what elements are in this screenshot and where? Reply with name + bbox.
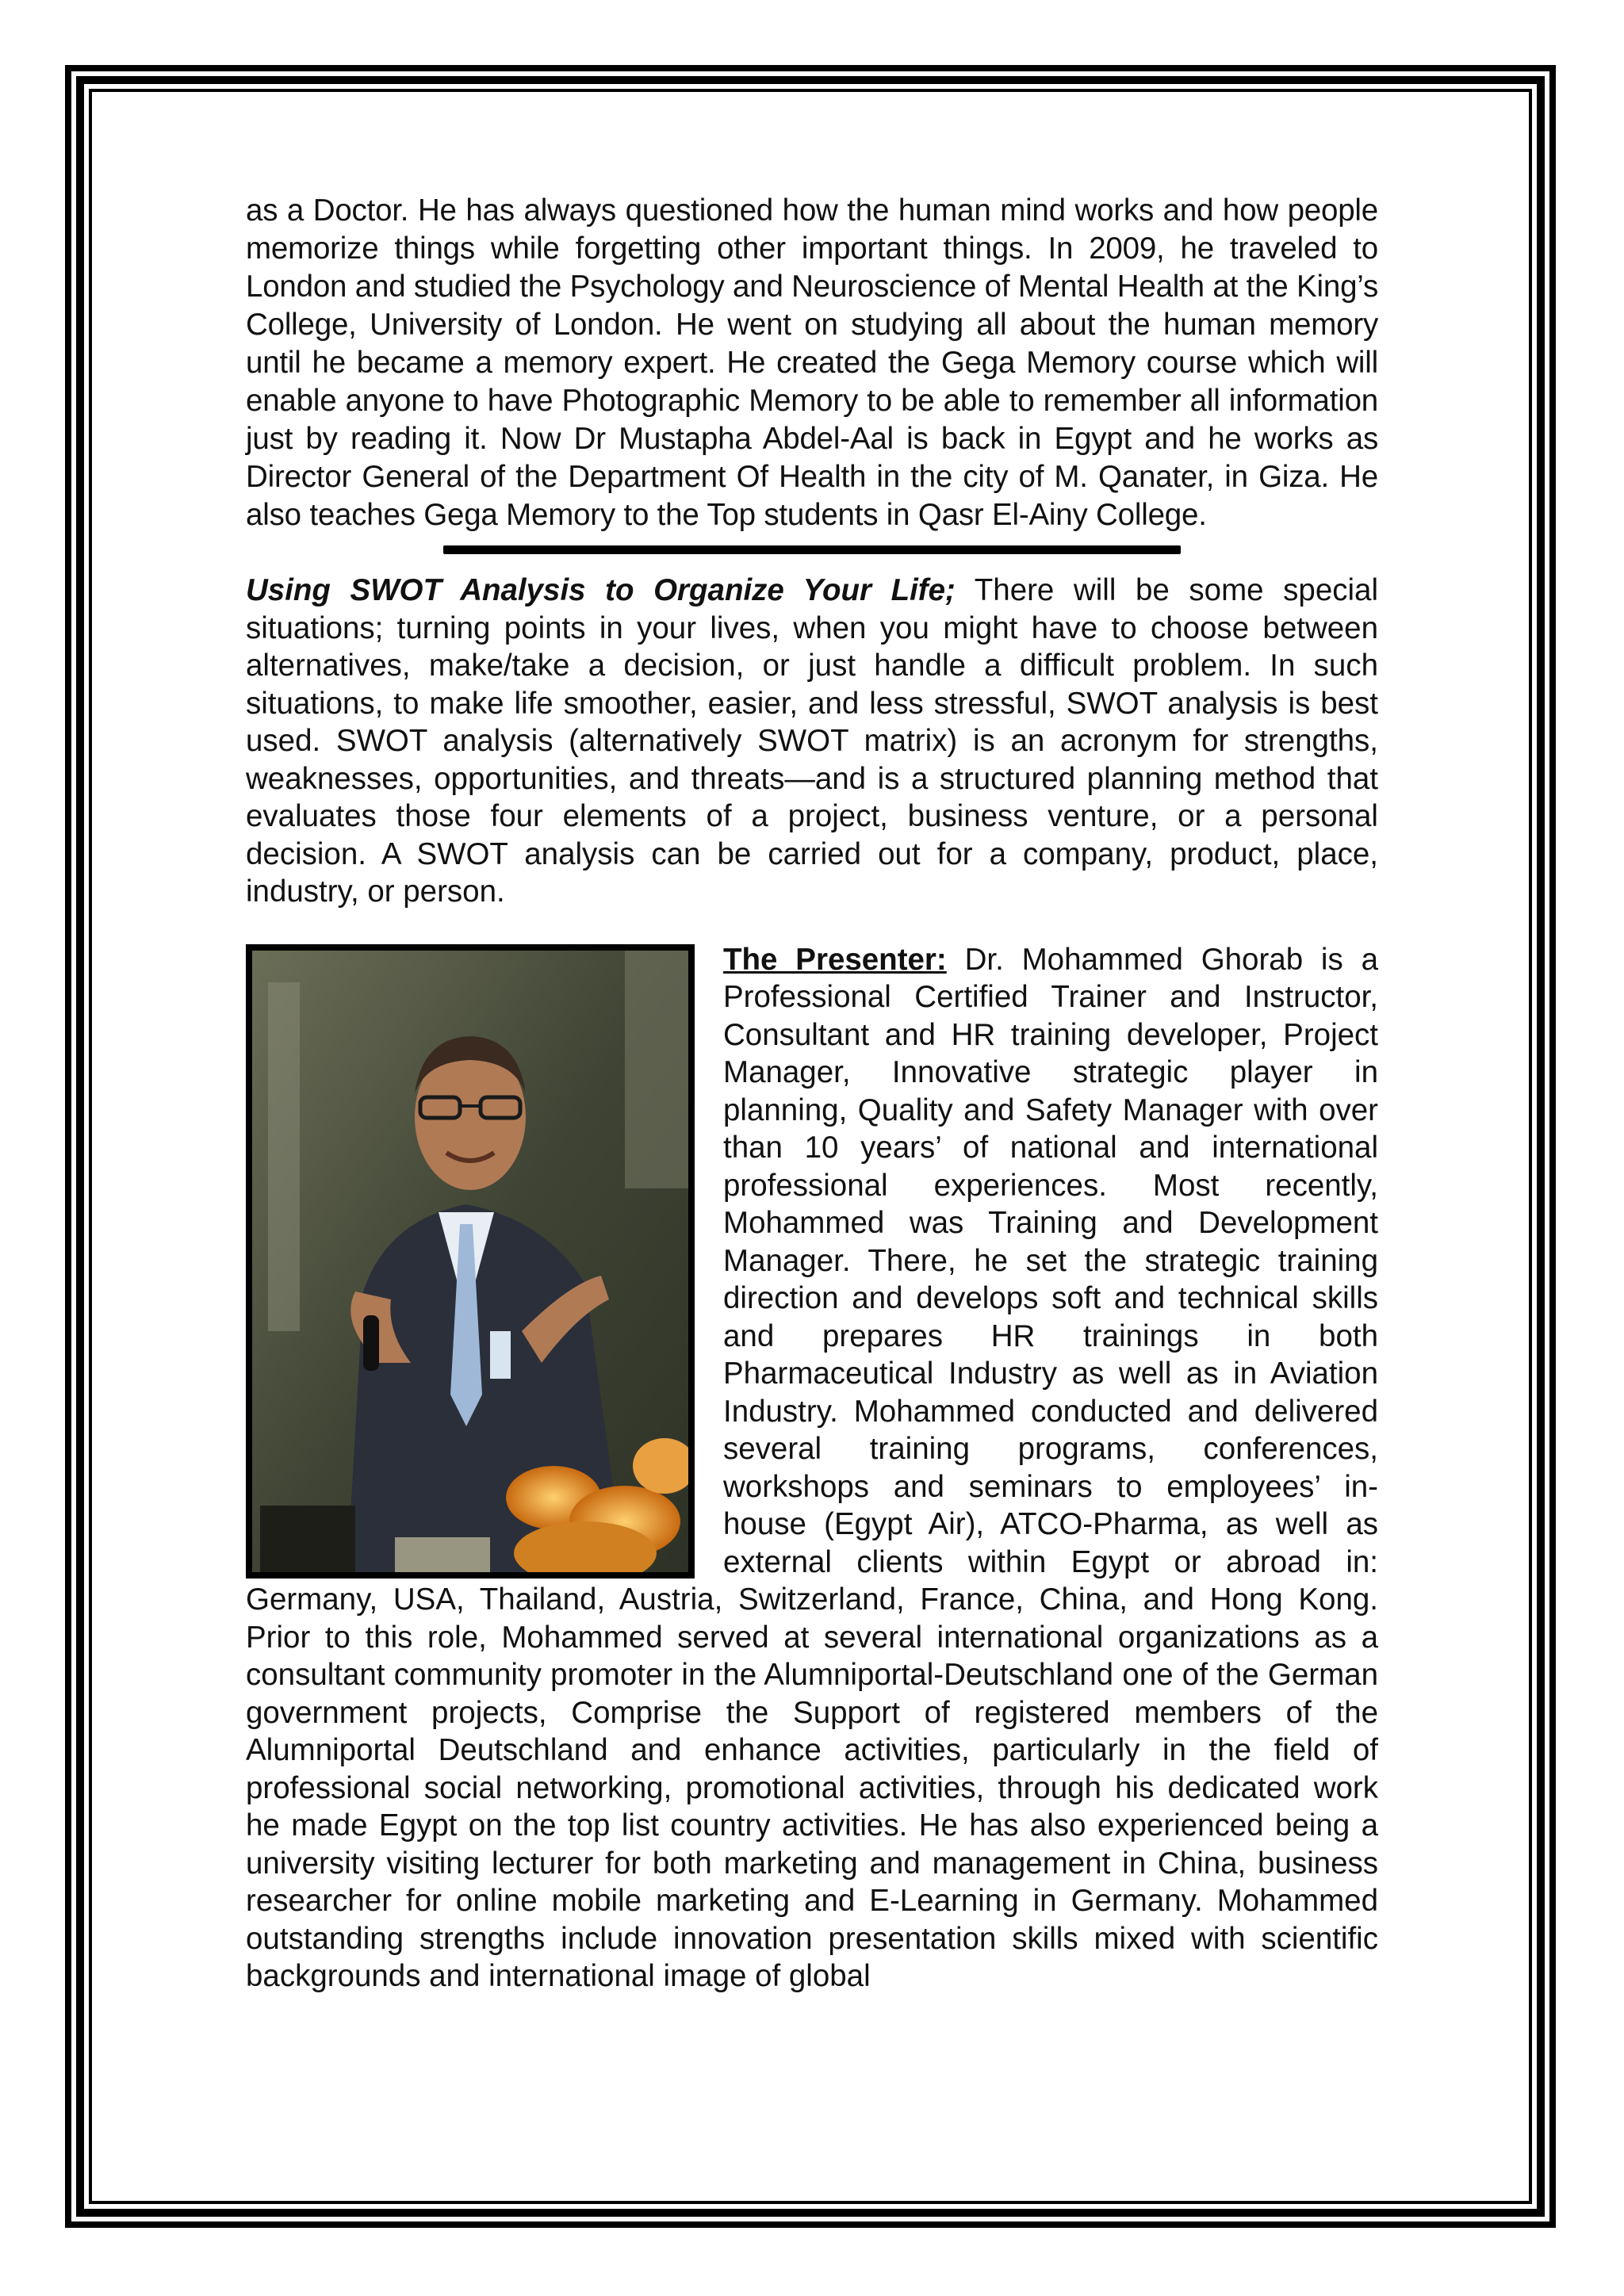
swot-body: There will be some special situations; turning points in your lives, when you might have to choose between alternatives, make/take a decision, or just handle a difficult problem. In such situations, to make life smoother, easier, and less stressful, SWOT analysis is best used. SWOT analysis (alternatively SWOT matrix) is an acronym for strengths, weaknesses, opportunities, and threats—and is a structured planning method that evaluates those four elements of a project, business venture, or a personal decision. A SWOT analysis can be carried out for a company, product, place, industry, or person. bbox=[246, 573, 1378, 909]
section-divider bbox=[443, 545, 1181, 554]
presenter-body: Dr. Mohammed Ghorab is a Professional Certified Trainer and Instructor, Consultant and HR training developer, Project Manager, Innovative strategic player in planning, Quality and Safety Manager with over than 10 years’ of national and international professional experiences. Most recently, Mohammed was Training and Development Manager. There, he set the strategic training direction and develops soft and technical skills and prepares HR trainings in both Pharmaceutical Industry as well as in Aviation Industry. Mohammed conducted and delivered several training programs, conferences, workshops and seminars to employees’ in-house (Egypt Air), ATCO-Pharma, as well as external clients within Egypt or abroad in: Germany, USA, Thailand, Austria, Switzerland, France, China, and Hong Kong. Prior to this role, Mohammed served at several international organizations as a consultant community promoter in the Alumniportal-Deutschland one of the German government projects, Comprise the Support of registered members of the Alumniportal Deutschland and enhance activities, particularly in the field of professional social networking, promotional activities, through his dedicated work he made Egypt on the top list country activities. He has also experienced being a university visiting lecturer for both marketing and management in China, business researcher for online mobile marketing and E-Learning in Germany. Mohammed outstanding strengths include innovation presentation skills mixed with scientific backgrounds and international image of global bbox=[246, 942, 1378, 1993]
presenter-section bbox=[246, 941, 1378, 1996]
swot-paragraph bbox=[246, 572, 1378, 911]
presenter-heading: The Presenter: bbox=[723, 942, 947, 977]
bio-paragraph: as a Doctor. He has always questioned how the human mind works and how people memorize things while forgetting other important things. In 2009, he traveled to London and studied the Psychology and Neuroscience of Mental Health at the King’s College, University of London. He went on studying all about the human memory until he became a memory expert. He created the Gega Memory course which will enable anyone to have Photographic Memory to be able to remember all information just by reading it. Now Dr Mustapha Abdel-Aal is back in Egypt and he works as Director General of the Department Of Health in the city of M. Qanater, in Giza. He also teaches Gega Memory to the Top students in Qasr El-Ainy College. bbox=[246, 193, 1378, 532]
swot-heading: Using SWOT Analysis to Organize Your Life; bbox=[246, 573, 956, 607]
presenter-photo-illustration bbox=[252, 951, 688, 1572]
page-content bbox=[246, 192, 1378, 1996]
presenter-photo bbox=[246, 944, 695, 1578]
